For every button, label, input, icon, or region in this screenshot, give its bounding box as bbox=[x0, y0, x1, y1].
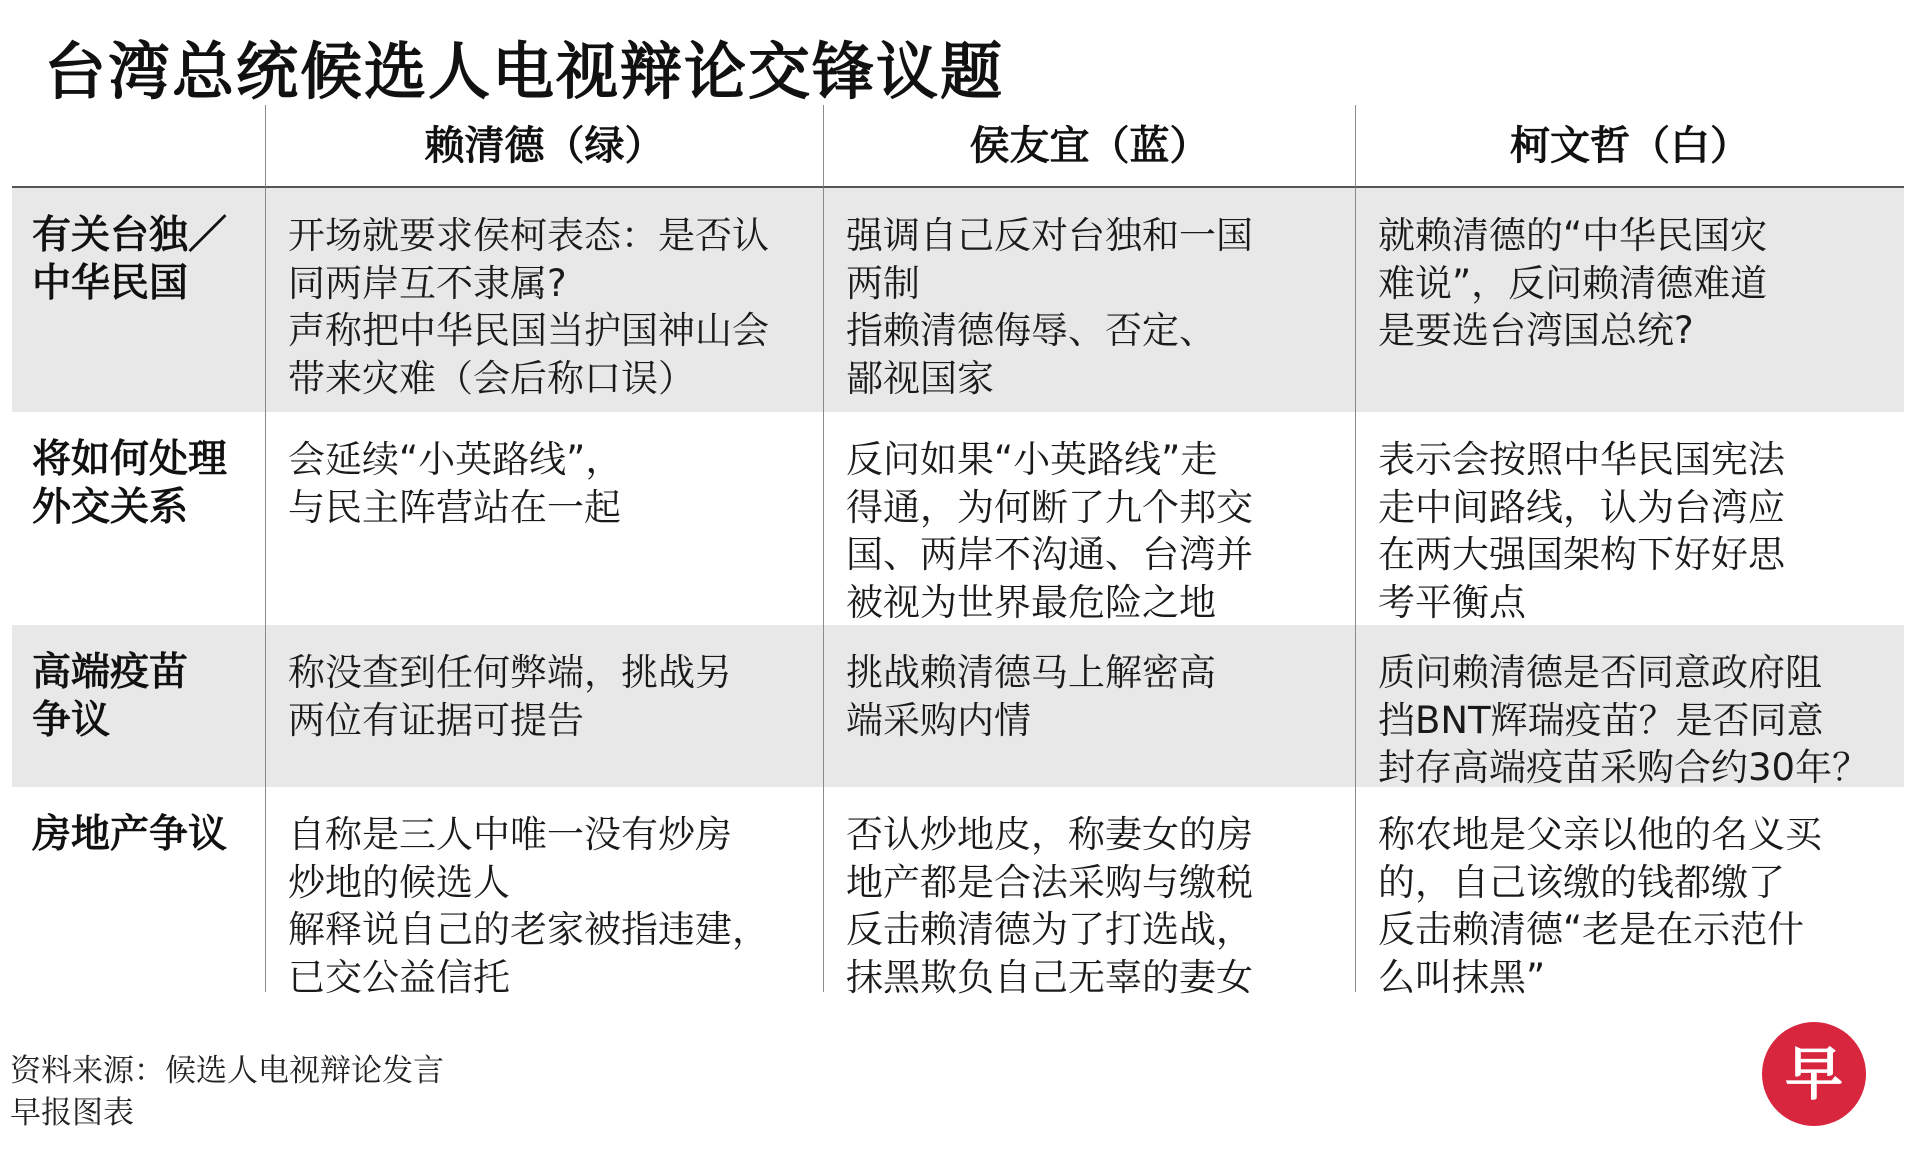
cell-ko-row1: 就赖清德的“中华民国灾 难说”，反问赖清德难道 是要选台湾国总统? bbox=[1355, 188, 1904, 412]
credit-note: 早报图表 bbox=[10, 1095, 134, 1131]
cell-ko-row2: 表示会按照中华民国宪法 走中间路线，认为台湾应 在两大强国架构下好好思 考平衡点 bbox=[1355, 412, 1904, 625]
row-topic-taiwan-independence: 有关台独／ 中华民国 bbox=[12, 188, 265, 412]
page-title: 台湾总统候选人电视辩论交锋议题 bbox=[44, 35, 1005, 108]
cell-lai-row1: 开场就要求侯柯表态：是否认 同两岸互不隶属? 声称把中华民国当护国神山会 带来灾难（会后称口误） bbox=[265, 188, 823, 412]
cell-ko-row4: 称农地是父亲以他的名义买 的，自己该缴的钱都缴了 反击赖清德“老是在示范什 么叫抹黑” bbox=[1355, 787, 1904, 992]
debate-table bbox=[12, 105, 1904, 999]
cell-hou-row2: 反问如果“小英路线”走 得通，为何断了九个邦交 国、两岸不沟通、台湾并 被视为世界最危险之地 bbox=[823, 412, 1355, 625]
cell-hou-row4: 否认炒地皮，称妻女的房 地产都是合法采购与缴税 反击赖清德为了打选战， 抹黑欺负自己无辜的妻女 bbox=[823, 787, 1355, 992]
logo-glyph: 早 bbox=[1784, 1040, 1844, 1108]
column-header-hou: 侯友宜（蓝） bbox=[823, 105, 1355, 188]
cell-hou-row3: 挑战赖清德马上解密高 端采购内情 bbox=[823, 625, 1355, 787]
cell-ko-row3: 质问赖清德是否同意政府阻 挡BNT辉瑞疫苗？是否同意 封存高端疫苗采购合约30年？ bbox=[1355, 625, 1904, 787]
row-topic-real-estate: 房地产争议 bbox=[32, 812, 228, 857]
cell-hou-row1: 强调自己反对台独和一国 两制 指赖清德侮辱、否定、 鄙视国家 bbox=[823, 188, 1355, 412]
cell-lai-row3: 称没查到任何弊端，挑战另 两位有证据可提告 bbox=[265, 625, 823, 787]
cell-lai-row2: 会延续“小英路线”， 与民主阵营站在一起 bbox=[265, 412, 823, 625]
column-header-lai: 赖清德（绿） bbox=[265, 105, 823, 188]
column-header-ko: 柯文哲（白） bbox=[1355, 105, 1904, 188]
corner-cell bbox=[12, 105, 265, 188]
source-note: 资料来源：候选人电视辩论发言 bbox=[10, 1053, 444, 1089]
footer bbox=[10, 1050, 444, 1134]
zaobao-logo-icon bbox=[1760, 1020, 1868, 1128]
cell-lai-row4: 自称是三人中唯一没有炒房 炒地的候选人 解释说自己的老家被指违建， 已交公益信托 bbox=[265, 787, 823, 992]
row-topic-vaccine: 高端疫苗 争议 bbox=[12, 625, 265, 787]
row-topic-foreign-relations: 将如何处理 外交关系 bbox=[32, 437, 228, 530]
